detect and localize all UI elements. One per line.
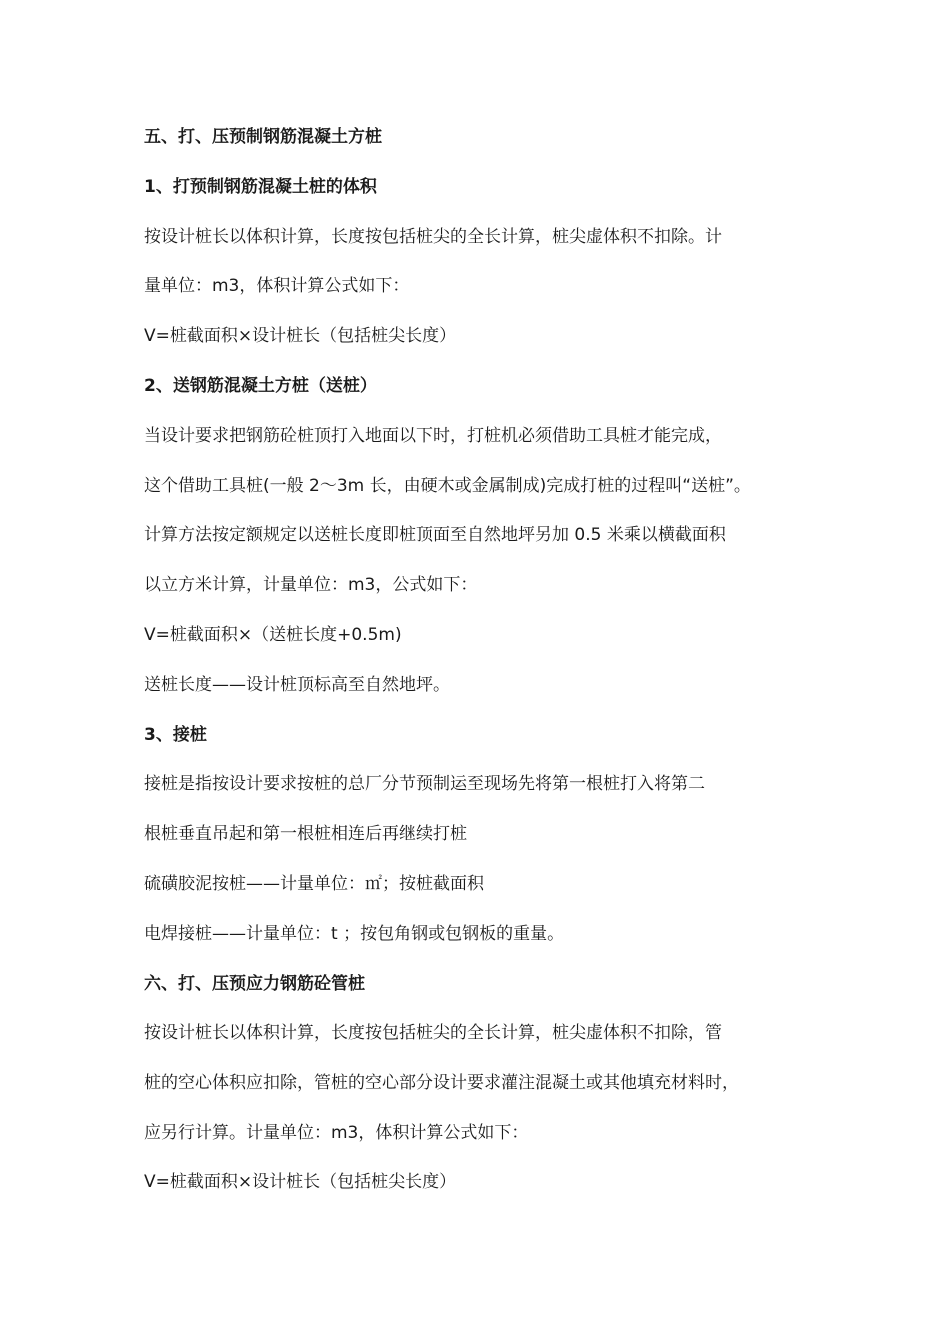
paragraph-line: 接桩是指按设计要求按桩的总厂分节预制运至现场先将第一根桩打入将第二	[144, 774, 705, 794]
paragraph-line: 送桩长度——设计桩顶标高至自然地坪。	[144, 675, 450, 695]
paragraph-line: 硫磺胶泥按桩——计量单位：㎡；按桩截面积	[144, 874, 484, 894]
paragraph-line: 按设计桩长以体积计算，长度按包括桩尖的全长计算，桩尖虚体积不扣除，管	[144, 1023, 722, 1043]
paragraph-line: 电焊接桩——计量单位：t ；按包角钢或包钢板的重量。	[144, 924, 565, 944]
paragraph-line: 以立方米计算，计量单位：m3，公式如下：	[144, 575, 478, 595]
paragraph-line: 根桩垂直吊起和第一根桩相连后再继续打桩	[144, 824, 467, 844]
paragraph-line: 当设计要求把钢筋砼桩顶打入地面以下时，打桩机必须借助工具桩才能完成，	[144, 426, 722, 446]
paragraph-line: 应另行计算。计量单位：m3，体积计算公式如下：	[144, 1123, 529, 1143]
paragraph-line: 计算方法按定额规定以送桩长度即桩顶面至自然地坪另加 0.5 米乘以横截面积	[144, 525, 726, 545]
paragraph-line: 按设计桩长以体积计算，长度按包括桩尖的全长计算，桩尖虚体积不扣除。计	[144, 227, 722, 247]
paragraph-line: 桩的空心体积应扣除，管桩的空心部分设计要求灌注混凝土或其他填充材料时，	[144, 1073, 739, 1093]
section-heading-6: 六、打、压预应力钢筋砼管桩	[144, 974, 365, 994]
formula-line: V=桩截面积×（送桩长度+0.5m)	[144, 625, 402, 645]
formula-line: V=桩截面积×设计桩长（包括桩尖长度）	[144, 326, 457, 346]
subheading-1: 1、打预制钢筋混凝土桩的体积	[144, 177, 377, 197]
section-heading-5: 五、打、压预制钢筋混凝土方桩	[144, 127, 382, 147]
formula-line: V=桩截面积×设计桩长（包括桩尖长度）	[144, 1172, 457, 1192]
subheading-3: 3、接桩	[144, 725, 207, 745]
paragraph-line: 这个借助工具桩(一般 2～3m 长，由硬木或金属制成)完成打桩的过程叫“送桩”。	[144, 476, 751, 496]
subheading-2: 2、送钢筋混凝土方桩（送桩）	[144, 376, 377, 396]
paragraph-line: 量单位：m3，体积计算公式如下：	[144, 276, 410, 296]
